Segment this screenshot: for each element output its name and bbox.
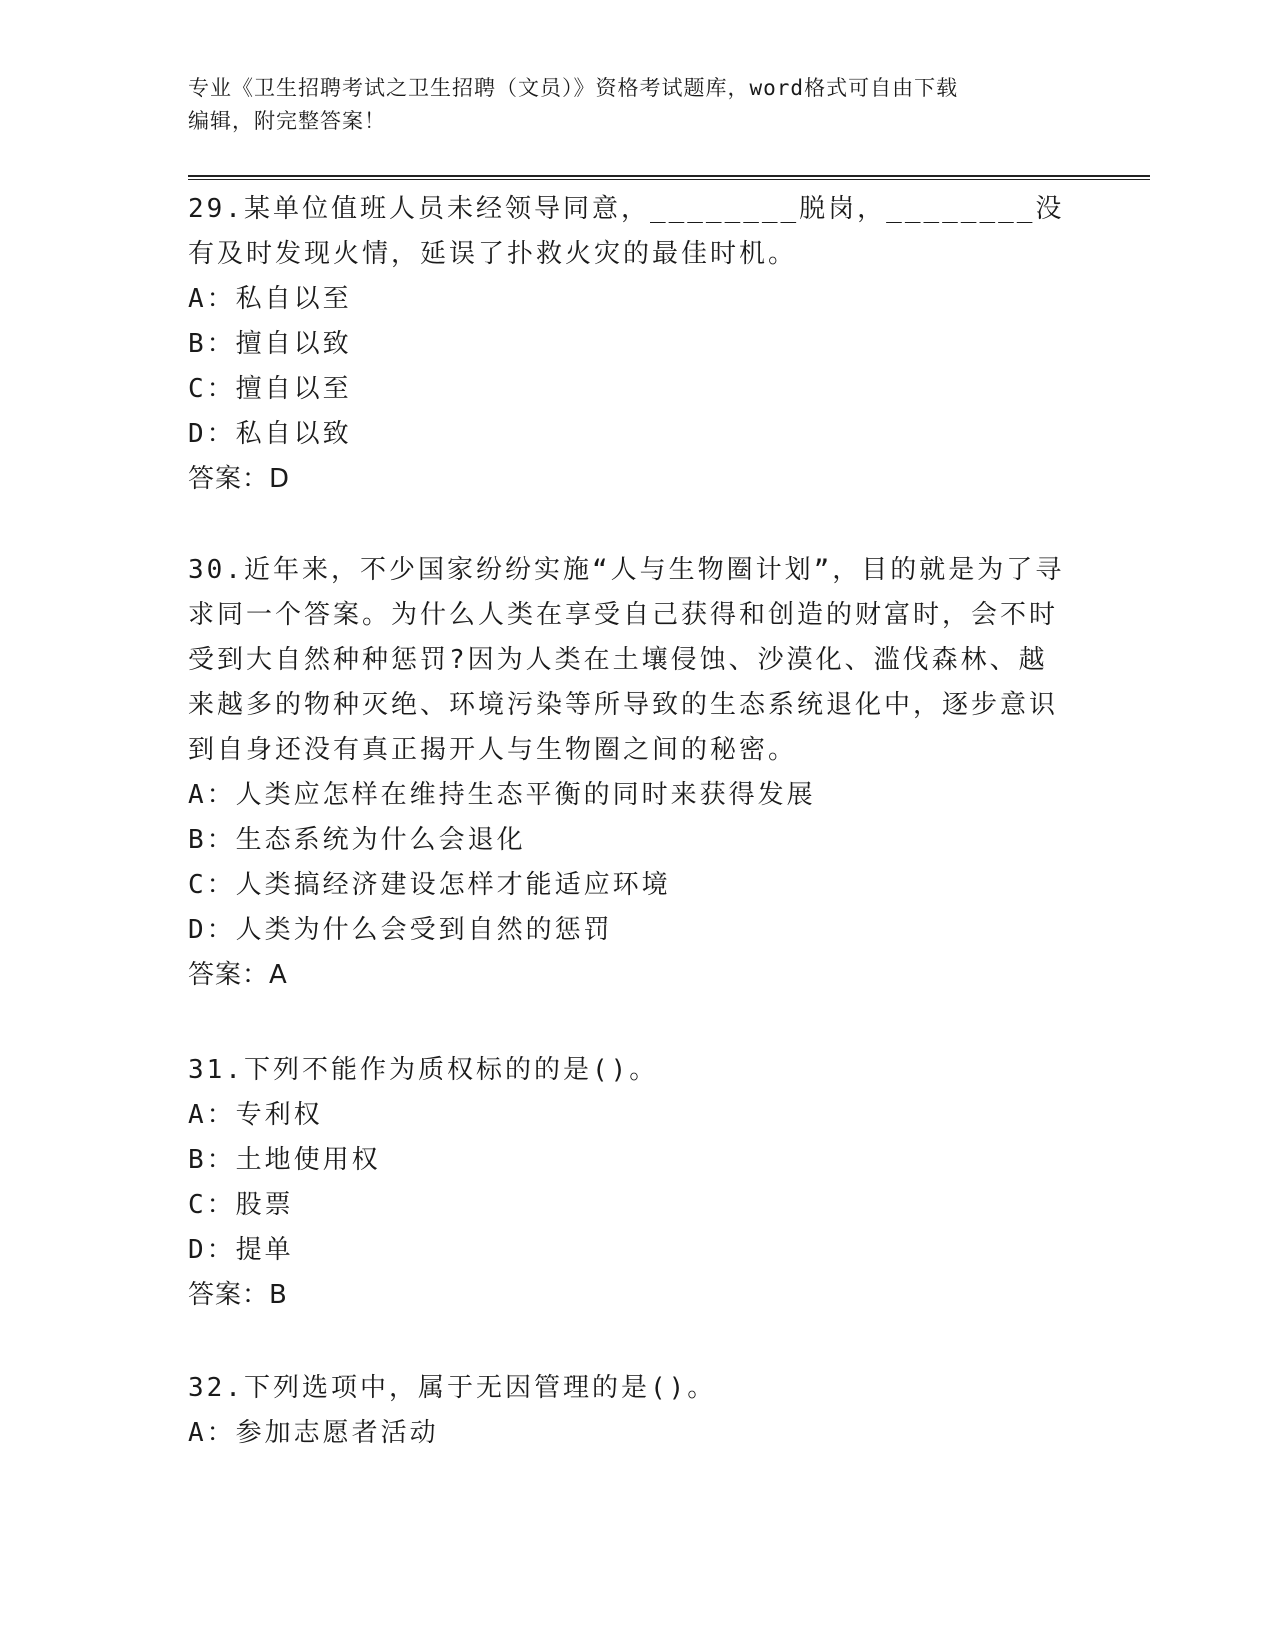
option-d: D：提单 <box>188 1235 294 1265</box>
answer-line: 答案：D <box>188 464 291 494</box>
option-a: A：专利权 <box>188 1100 323 1130</box>
document-header <box>188 72 1068 138</box>
option-b: B：擅自以致 <box>188 329 352 359</box>
question-30 <box>188 548 1068 998</box>
question-stem: 30.近年来，不少国家纷纷实施“人与生物圈计划”，目的就是为了寻求同一个答案。为什么人类在享受自己获得和创造的财富时，会不时受到大自然种种惩罚?因为人类在土壤侵蚀、沙漠化、滥伐森林、越来越多的物种灭绝、环境污染等所导致的生态系统退化中，逐步意识到自身还没有真正揭开人与生物圈之间的秘密。 <box>188 555 1065 765</box>
option-a: A：私自以至 <box>188 284 352 314</box>
option-d: D：人类为什么会受到自然的惩罚 <box>188 915 613 945</box>
option-b: B：生态系统为什么会退化 <box>188 825 526 855</box>
option-b: B：土地使用权 <box>188 1145 381 1175</box>
option-a: A：人类应怎样在维持生态平衡的同时来获得发展 <box>188 780 816 810</box>
question-stem: 31.下列不能作为质权标的的是()。 <box>188 1055 659 1085</box>
question-29 <box>188 187 1068 502</box>
answer-line: 答案：B <box>188 1280 288 1310</box>
option-c: C：股票 <box>188 1190 294 1220</box>
option-a: A：参加志愿者活动 <box>188 1418 439 1448</box>
option-d: D：私自以致 <box>188 419 352 449</box>
answer-line: 答案：A <box>188 960 288 990</box>
header-line: 专业《卫生招聘考试之卫生招聘（文员）》资格考试题库，word格式可自由下载 <box>188 76 959 100</box>
option-c: C：人类搞经济建设怎样才能适应环境 <box>188 870 671 900</box>
option-c: C：擅自以至 <box>188 374 352 404</box>
question-32 <box>188 1366 1068 1456</box>
question-stem: 29.某单位值班人员未经领导同意，________脱岗，________没有及时发现火情，延误了扑救火灾的最佳时机。 <box>188 194 1065 269</box>
header-line: 编辑，附完整答案！ <box>188 109 386 133</box>
question-stem: 32.下列选项中，属于无因管理的是()。 <box>188 1373 717 1403</box>
question-31 <box>188 1048 1068 1318</box>
document-page <box>188 0 1148 1650</box>
header-divider <box>188 175 1150 180</box>
